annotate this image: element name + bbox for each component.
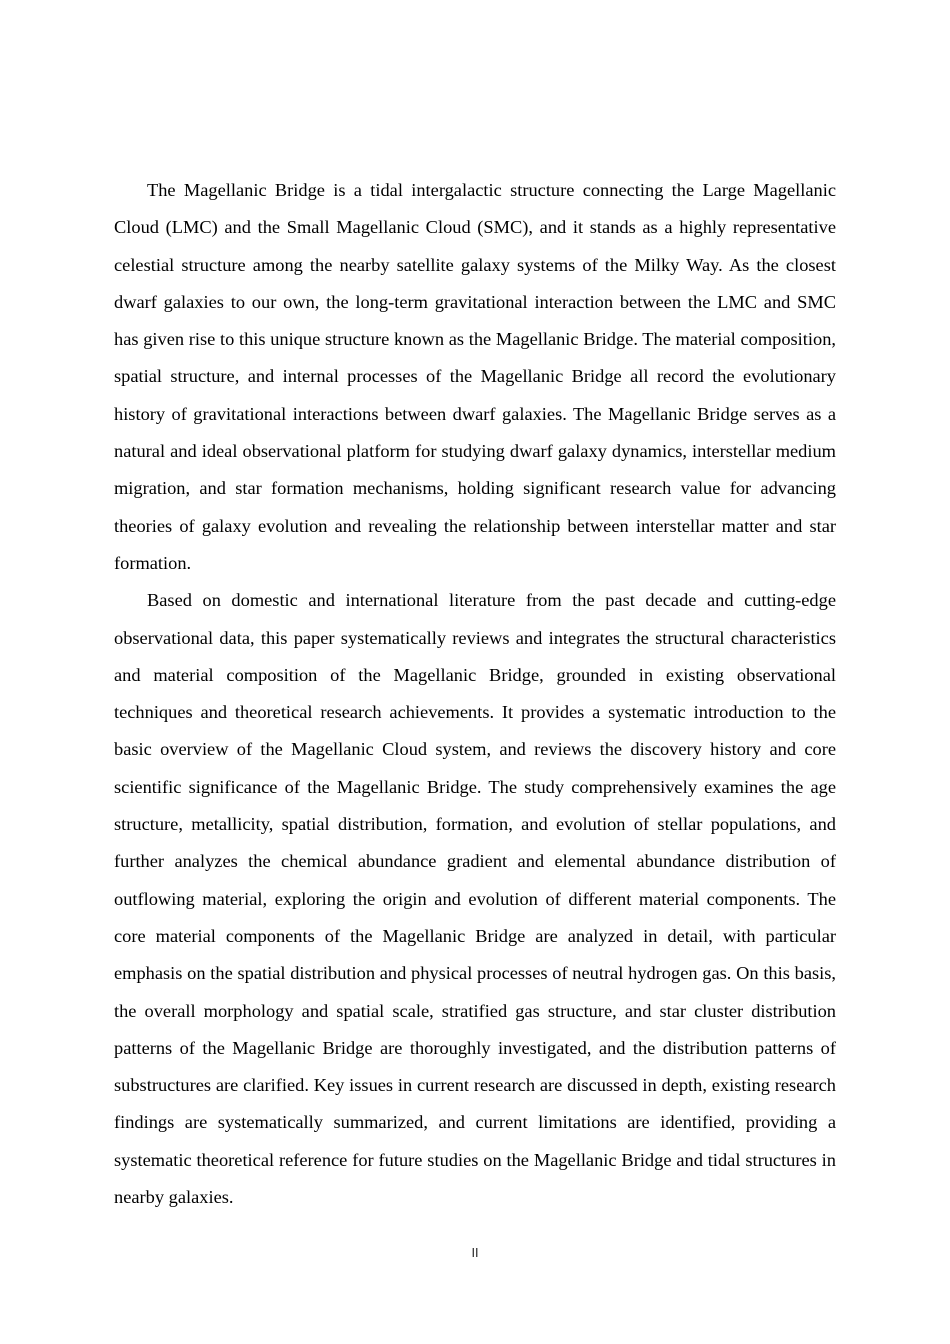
paragraph-2: Based on domestic and international literature from the past decade and cutting-edge observational data, this paper systematically reviews and integrates the structural characteristics and material composition of the Magellanic Bridge, grounded in existing observational techniques and theoretical research achievements. It provides a systematic introduction to the basic overview of the Magellanic Cloud system, and reviews the discovery history and core scientific significance of the Magellanic Bridge. The study comprehensively examines the age structure, metallicity, spatial distribution, formation, and evolution of stellar populations, and further analyzes the chemical abundance gradient and elemental abundance distribution of outflowing material, exploring the origin and evolution of different material components. The core material components of the Magellanic Bridge are analyzed in detail, with particular emphasis on the spatial distribution and physical processes of neutral hydrogen gas. On this basis, the overall morphology and spatial scale, stratified gas structure, and star cluster distribution patterns of the Magellanic Bridge are thoroughly investigated, and the distribution patterns of substructures are clarified. Key issues in current research are discussed in depth, existing research findings are systematically summarized, and current limitations are identified, providing a systematic theoretical reference for future studies on the Magellanic Bridge and tidal structures in nearby galaxies. bbox=[114, 590, 836, 1208]
body-text bbox=[114, 172, 836, 1216]
paragraph-1: The Magellanic Bridge is a tidal intergalactic structure connecting the Large Magellanic Cloud (LMC) and the Small Magellanic Cloud (SMC), and it stands as a highly representative celestial structure among the nearby satellite galaxy systems of the Milky Way. As the closest dwarf galaxies to our own, the long-term gravitational interaction between the LMC and SMC has given rise to this unique structure known as the Magellanic Bridge. The material composition, spatial structure, and internal processes of the Magellanic Bridge all record the evolutionary history of gravitational interactions between dwarf galaxies. The Magellanic Bridge serves as a natural and ideal observational platform for studying dwarf galaxy dynamics, interstellar medium migration, and star formation mechanisms, holding significant research value for advancing theories of galaxy evolution and revealing the relationship between interstellar matter and star formation. bbox=[114, 180, 836, 573]
page-number: II bbox=[471, 1246, 479, 1260]
